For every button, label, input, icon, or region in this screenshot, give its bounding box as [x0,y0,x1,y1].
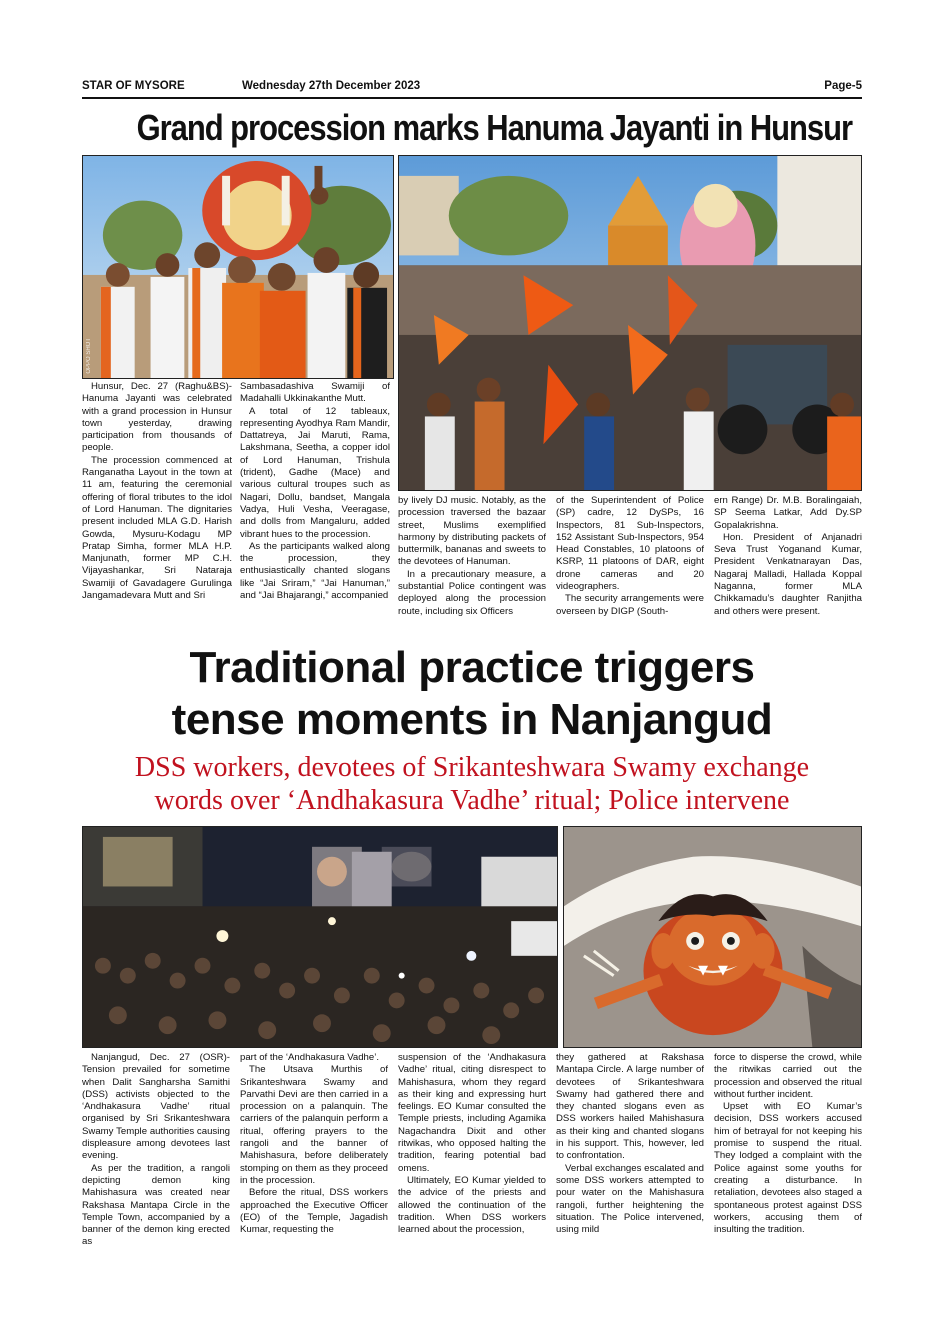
story1-column-1 [82,381,232,639]
story1-column-4 [556,495,704,639]
photo-credit: OPPO SHOT [86,338,92,374]
paragraph: Before the ritual, DSS workers approached the Executive Officer (EO) of the Temple, Jagadish Kumar, requesting the [240,1187,388,1236]
story2-subhead-line2: words over ‘Andhakasura Vadhe’ ritual; Police intervene [154,785,790,816]
paragraph: The procession commenced at Ranganatha Layout in the town at 11 am, featuring the ceremonial offering of floral tributes to the idol of Lord Hanuman. The dignitaries present included MLA G.D. Harish Gowda, Mysuru-Kodagu MP Pratap Simha, former MLA H.P. Manjunath, former MP C.H. Vijayashankar, Sri Nataraja Swamiji of Gavadagere Gurulinga Jangamadevara Mutt and Sri [82,454,232,602]
story2-column-1 [82,1052,230,1292]
procession-dignitaries-photo [82,155,394,379]
nanjangud-night-crowd-photo [82,826,558,1048]
story1-column-5 [714,495,862,639]
paragraph: A total of 12 tableaux, representing Ayodhya Ram Mandir, Dattatreya, Jai Maruti, Rama, Lakshmana, Seetha, a copper idol of Lord Hanuman, Trishula (trident), Gadhe (Mace) and various cultural troupes such as Nagari, Dollu, bandset, Mangala Vadya, Huli Vesha, Veeragase, and dolls from Mangaluru, added vibrant hues to the procession. [240,405,390,540]
paragraph: The security arrangements were overseen by DIGP (South- [556,593,704,617]
paragraph: In a precautionary measure, a substantial Police contingent was deployed along the procession route, including six Officers [398,568,546,617]
paragraph: force to disperse the crowd, while the ritwikas carried out the procession and observed the ritual without further incident. [714,1052,862,1100]
paragraph: ern Range) Dr. M.B. Boralingaiah, SP Seema Latkar, Add Dy.SP Gopalakrishna. [714,495,862,531]
paragraph: As per the tradition, a rangoli depicting demon king Mahishasura was created near Rakshasa Mantapa Circle in the Temple Town, accompanied by a banner of the demon king erected as [82,1162,230,1248]
paragraph: Nanjangud, Dec. 27 (OSR)- Tension prevailed for sometime when Dalit Sangharsha Samithi (DSS) activists objected to the ‘Andhakasura Vadhe’ ritual organised by Sri Srikanteshwara Swamy Temple authorities causing displeasure among devotees last evening. [82,1052,230,1162]
story2-headline-line1: Traditional practice triggers [189,643,755,692]
procession-crowd-photo [398,155,862,491]
story1-column-2 [240,381,390,639]
paragraph: of the Superintendent of Police (SP) cadre, 12 DySPs, 16 Inspectors, 81 Sub-Inspectors, 152 Assistant Sub-Inspectors, 954 Head Constables, 10 platoons of KSRP, 11 platoons of DAR, eight drone cameras and 20 videographers. [556,495,704,593]
publication-name: STAR OF MYSORE [82,80,185,92]
issue-date: Wednesday 27th December 2023 [242,80,421,92]
page-number: Page-5 [824,80,862,92]
paragraph: Upset with EO Kumar’s decision, DSS workers accused him of betrayal for not keeping his promise to suspend the ritual. They lodged a complaint with the Police against some youths for creating a disturbance. In retaliation, devotees also staged a spontaneous protest against DSS workers, accusing them of insulting the tradition. [714,1101,862,1236]
story2-column-3 [398,1052,546,1292]
paragraph: they gathered at Rakshasa Mantapa Circle. A large number of devotees of Srikanteshwara Swamy had gathered there and they chanted slogans even as DSS workers hailed Mahishasura as their king and chanted slogans in his support. This, however, led to confrontation. [556,1052,704,1162]
story2-column-5 [714,1052,862,1292]
story2-headline-line2: tense moments in Nanjangud [171,695,773,744]
paragraph: Hon. President of Anjanadri Seva Trust Yoganand Kumar, President Venkatnarayan Das, Nagaraj Malladi, Hallada Koppal Naganna, former MLA Chikkamadu’s daughter Ranjitha and others were present. [714,531,862,617]
paragraph: suspension of the ‘Andhakasura Vadhe’ ritual, citing disrespect to Mahishasura, whom they regard as their king and expressing hurt feelings. EO Kumar consulted the Temple priests, including Agamika Nagachandra Dixit and other ritwikas, who opposed halting the tradition, fearing potential bad omens. [398,1052,546,1174]
mahishasura-rangoli-photo [563,826,862,1048]
story2-subhead-line1: DSS workers, devotees of Srikanteshwara Swamy exchange [134,752,810,783]
paragraph: by lively DJ music. Notably, as the procession traversed the bazaar street, Muslims exemplified harmony by distributing packets of buttermilk, bananas and sweets to the devotees of Hanuman. [398,495,546,568]
story1-column-3 [398,495,546,639]
masthead-rule [82,97,862,99]
story1-headline: Grand procession marks Hanuma Jayanti in Hunsur [136,107,852,148]
paragraph: The Utsava Murthis of Srikanteshwara Swamy and Parvathi Devi are then carried in a procession on a palanquin. The carriers of the palanquin perform a ritual, offering prayers to the rangoli and the banner of Mahishasura, before deliberately stomping on them as they proceed in the procession. [240,1064,388,1186]
paragraph: part of the ‘Andhakasura Vadhe’. [240,1052,380,1063]
story2-column-2 [240,1052,388,1292]
story2-column-4 [556,1052,704,1292]
paragraph: As the participants walked along the procession, they enthusiastically chanted slogans like “Jai Sriram,” “Jai Hanuman,” and “Jai Bhajarangi,” accompanied [240,540,390,602]
paragraph: Hunsur, Dec. 27 (Raghu&BS)- Hanuma Jayanti was celebrated with a grand procession in Hunsur town yesterday, drawing participation from thousands of people. [82,381,232,454]
paragraph: Sambasadashiva Swamiji of Madahalli Ukkinakanthe Mutt. [240,381,390,405]
paragraph: Ultimately, EO Kumar yielded to the advice of the priests and allowed the continuation of the tradition. When DSS workers learned about the procession, [398,1174,546,1236]
paragraph: Verbal exchanges escalated and some DSS workers attempted to pour water on the Mahishasura rangoli, further heightening the situation. The Police intervened, using mild [556,1162,704,1236]
masthead [82,80,862,96]
